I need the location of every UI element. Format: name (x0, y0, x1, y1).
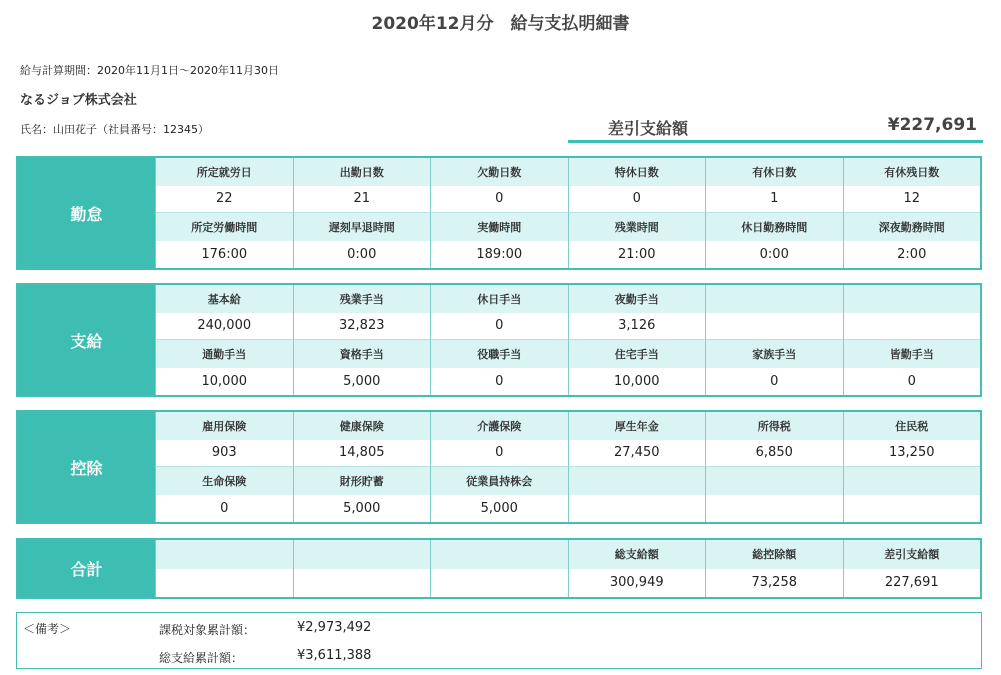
net-pay-value: ¥227,691 (887, 115, 977, 135)
item-label (293, 540, 431, 569)
item-value: 300,949 (568, 569, 706, 598)
item-label (843, 467, 981, 495)
net-pay-summary (568, 112, 983, 143)
item-value: 0 (430, 186, 568, 214)
item-value: 0 (155, 495, 293, 523)
item-value: 14,805 (293, 440, 431, 468)
item-label: 所定労働時間 (155, 213, 293, 241)
totals-grid (155, 540, 980, 597)
item-value: 12 (843, 186, 981, 214)
item-label: 雇用保険 (155, 412, 293, 440)
item-value (843, 495, 981, 523)
item-value: 13,250 (843, 440, 981, 468)
item-value: 0 (430, 440, 568, 468)
item-value: 227,691 (843, 569, 981, 598)
item-value: 240,000 (155, 313, 293, 341)
item-label (155, 540, 293, 569)
attendance-section (16, 156, 982, 270)
remarks-heading: ＜備考＞ (23, 622, 72, 636)
item-value (155, 569, 293, 598)
item-label: 休日手当 (430, 285, 568, 313)
item-value: 903 (155, 440, 293, 468)
item-value (430, 569, 568, 598)
item-value (568, 495, 706, 523)
item-label: 役職手当 (430, 340, 568, 368)
deductions-section (16, 410, 982, 524)
item-value: 176:00 (155, 241, 293, 269)
payments-grid (155, 285, 980, 395)
item-label: 通勤手当 (155, 340, 293, 368)
item-label: 所得税 (705, 412, 843, 440)
item-label: 介護保険 (430, 412, 568, 440)
item-value: 27,450 (568, 440, 706, 468)
item-value: 0 (568, 186, 706, 214)
item-label: 深夜勤務時間 (843, 213, 981, 241)
item-label: 住宅手当 (568, 340, 706, 368)
item-value: 0 (430, 368, 568, 396)
item-label: 総支給額 (568, 540, 706, 569)
item-value: 0:00 (705, 241, 843, 269)
item-value: 189:00 (430, 241, 568, 269)
totals-section (16, 538, 982, 599)
remarks-label: 総支給累計額： (159, 651, 244, 665)
item-label: 生命保険 (155, 467, 293, 495)
item-label (843, 285, 981, 313)
item-label: 従業員持株会 (430, 467, 568, 495)
item-label: 住民税 (843, 412, 981, 440)
item-value: 10,000 (568, 368, 706, 396)
item-value: 0 (430, 313, 568, 341)
item-label: 基本給 (155, 285, 293, 313)
item-label: 残業時間 (568, 213, 706, 241)
item-value: 1 (705, 186, 843, 214)
item-value: 5,000 (293, 495, 431, 523)
item-value: 6,850 (705, 440, 843, 468)
item-value: 3,126 (568, 313, 706, 341)
remarks-box (16, 612, 982, 669)
item-value: 10,000 (155, 368, 293, 396)
item-value: 5,000 (430, 495, 568, 523)
item-value (293, 569, 431, 598)
item-label: 欠勤日数 (430, 158, 568, 186)
item-label (705, 467, 843, 495)
item-value (705, 495, 843, 523)
net-pay-label: 差引支給額 (608, 119, 689, 138)
document-title: 2020年12月分 給与支払明細書 (371, 14, 630, 34)
employee-name: 氏名：山田花子（社員番号：12345） (20, 123, 209, 136)
section-heading: 勤怠 (18, 158, 155, 268)
item-value: 0 (843, 368, 981, 396)
item-value: 0 (705, 368, 843, 396)
remarks-value: ¥2,973,492 (297, 620, 372, 635)
item-label: 遅刻早退時間 (293, 213, 431, 241)
item-value (843, 313, 981, 341)
item-label: 所定就労日 (155, 158, 293, 186)
payments-section (16, 283, 982, 397)
item-label: 夜勤手当 (568, 285, 706, 313)
section-heading: 支給 (18, 285, 155, 395)
item-value: 32,823 (293, 313, 431, 341)
section-heading: 合計 (18, 540, 155, 597)
item-label: 休日勤務時間 (705, 213, 843, 241)
item-value: 5,000 (293, 368, 431, 396)
item-label: 皆勤手当 (843, 340, 981, 368)
item-label: 差引支給額 (843, 540, 981, 569)
item-label: 家族手当 (705, 340, 843, 368)
attendance-grid (155, 158, 980, 268)
item-label: 有休残日数 (843, 158, 981, 186)
item-label (568, 467, 706, 495)
item-label: 総控除額 (705, 540, 843, 569)
item-value: 0:00 (293, 241, 431, 269)
remarks-label: 課税対象累計額： (159, 623, 256, 637)
item-value (705, 313, 843, 341)
item-value: 21 (293, 186, 431, 214)
item-label: 特休日数 (568, 158, 706, 186)
section-heading: 控除 (18, 412, 155, 522)
item-label: 財形貯蓄 (293, 467, 431, 495)
item-value: 21:00 (568, 241, 706, 269)
item-value: 73,258 (705, 569, 843, 598)
item-label (705, 285, 843, 313)
item-value: 22 (155, 186, 293, 214)
item-label: 実働時間 (430, 213, 568, 241)
pay-period: 給与計算期間：2020年11月1日〜2020年11月30日 (20, 64, 279, 77)
item-label: 出勤日数 (293, 158, 431, 186)
item-label: 資格手当 (293, 340, 431, 368)
deductions-grid (155, 412, 980, 522)
company-name: なるジョブ株式会社 (20, 93, 137, 108)
item-label: 有休日数 (705, 158, 843, 186)
item-label: 残業手当 (293, 285, 431, 313)
item-value: 2:00 (843, 241, 981, 269)
remarks-value: ¥3,611,388 (297, 648, 372, 663)
item-label: 厚生年金 (568, 412, 706, 440)
item-label: 健康保険 (293, 412, 431, 440)
item-label (430, 540, 568, 569)
